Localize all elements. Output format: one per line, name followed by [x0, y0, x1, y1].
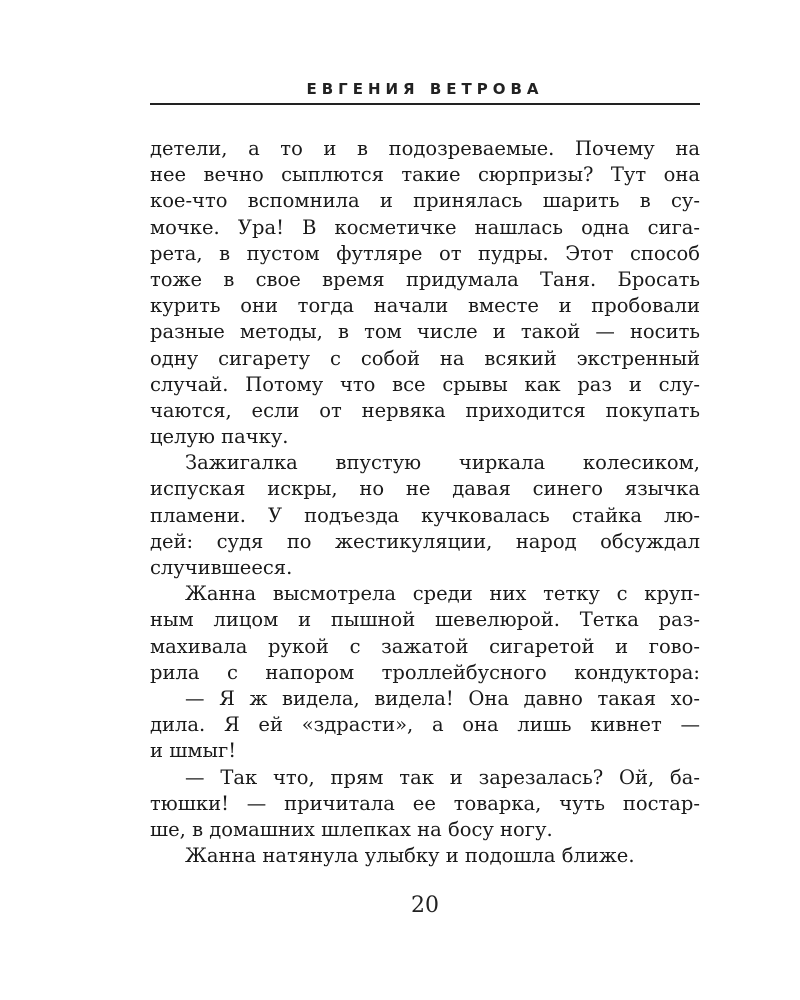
text-line: Жанна высмотрела среди них тетку с круп- — [185, 582, 700, 606]
book-page — [150, 0, 700, 1000]
text-line: случай. Потому что все срывы как раз и слу- — [150, 372, 700, 396]
text-line: рета, в пустом футляре от пудры. Этот способ — [150, 241, 700, 265]
text-line: чаются, если от нервяка приходится покупать — [150, 398, 700, 422]
text-line: нее вечно сыплются такие сюрпризы? Тут она — [150, 163, 700, 187]
text-line: и шмыг! — [150, 739, 237, 763]
text-line: Зажигалка впустую чиркала колесиком, — [185, 451, 700, 475]
text-line: детели, а то и в подозреваемые. Почему на — [150, 137, 700, 160]
text-line: дила. Я ей «здрасти», а она лишь кивнет — — [150, 713, 700, 737]
text-line: — Я ж видела, видела! Она давно такая хо- — [185, 686, 700, 710]
running-head: ЕВГЕНИЯ ВЕТРОВА — [306, 80, 544, 98]
text-line: дей: судя по жестикуляции, народ обсуждал — [150, 529, 700, 553]
text-line: испуская искры, но не давая синего язычка — [150, 477, 700, 501]
body-text — [150, 136, 700, 869]
text-line: тюшки! — причитала ее товарка, чуть постар- — [150, 791, 700, 815]
text-line: — Так что, прям так и зарезалась? Ой, ба- — [185, 765, 700, 789]
text-line: кое-что вспомнила и принялась шарить в су- — [150, 189, 700, 213]
text-line: ным лицом и пышной шевелюрой. Тетка раз- — [150, 608, 700, 632]
text-line: одну сигарету с собой на всякий экстренный — [150, 346, 700, 370]
text-line: ше, в домашних шлепках на босу ногу. — [150, 817, 553, 841]
text-line: курить они тогда начали вместе и пробовали — [150, 294, 700, 318]
text-line: Жанна натянула улыбку и подошла ближе. — [185, 844, 635, 868]
text-line: целую пачку. — [150, 425, 289, 449]
text-line: мочке. Ура! В косметичке нашлась одна сига- — [150, 215, 700, 239]
page-number: 20 — [411, 893, 439, 918]
text-line: тоже в свое время придумала Таня. Бросать — [150, 267, 700, 291]
text-line: разные методы, в том числе и такой — носить — [150, 320, 700, 344]
text-line: случившееся. — [150, 556, 293, 579]
text-line: рила с напором троллейбусного кондуктора: — [150, 660, 700, 684]
header-rule — [150, 103, 700, 105]
text-line: пламени. У подъезда кучковалась стайка лю- — [150, 503, 700, 527]
text-line: махивала рукой с зажатой сигаретой и гово- — [150, 634, 700, 658]
